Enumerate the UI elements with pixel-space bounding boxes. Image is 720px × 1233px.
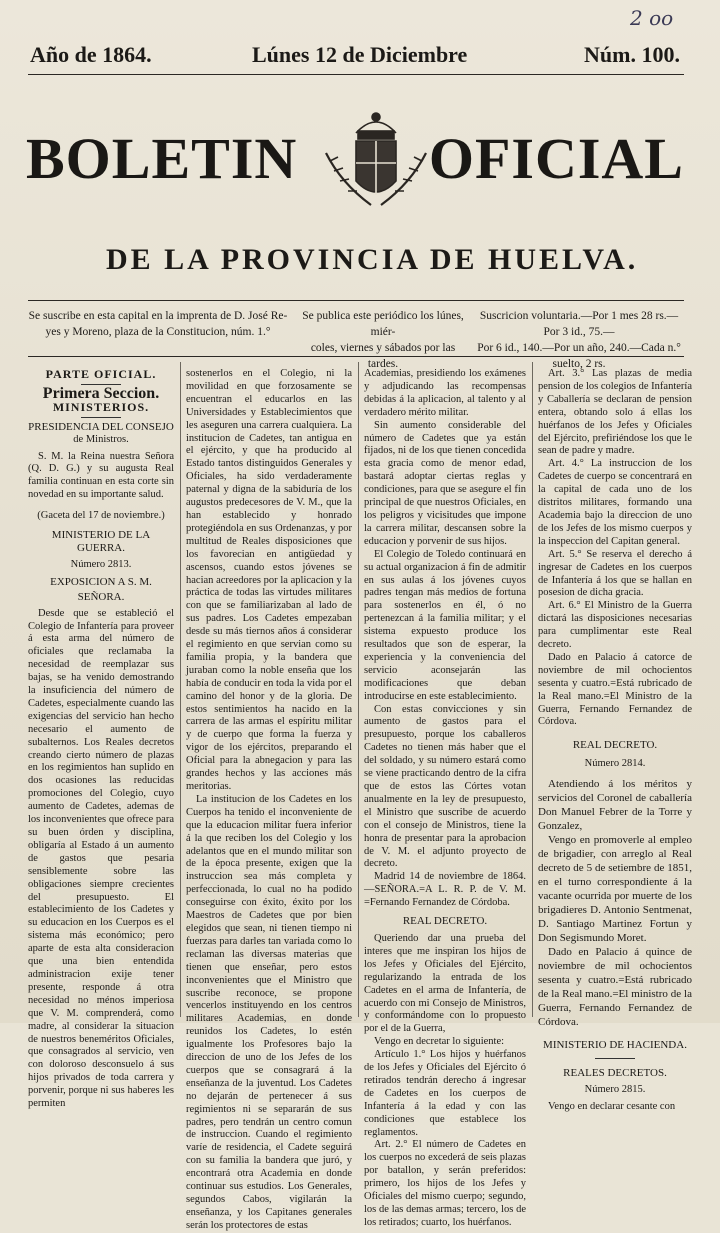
subscription-left: Se suscribe en esta capital en la imprenta de D. José Re- yes y Moreno, plaza de la Constitucion, núm. 1.°: [28, 310, 288, 338]
real-decreto-heading: REAL DECRETO.: [572, 739, 658, 752]
subscription-bottom-rule: [28, 356, 684, 357]
signature-line: Madrid 14 de noviembre de 1864. —SEÑORA.=A L. R. P. de V. M. =Fernando Fernandez de Córdoba.: [364, 871, 526, 909]
dateline: [30, 42, 680, 70]
year-label: Año de 1864.: [30, 42, 152, 67]
ministerios-heading: MINISTERIOS.: [52, 399, 150, 414]
seccion-heading: Primera Seccion.: [42, 384, 160, 402]
reales-decretos-heading: REALES DECRETOS.: [563, 1067, 667, 1080]
guerra-heading: MINISTERIO DE LA GUERRA.: [51, 529, 151, 554]
paragraph: sostenerlos en el Colegio, ni la movilidad en que forzosamente se encuentran el educarlos en las Universidades y Establecimientos que les aseguren una carrera cualquiera. La institucion de Cadetes, tan antigua en el ejército, y que ha producido al Estado tantos distinguidos Generales y Oficiales, ha sido verdaderamente paternal y digna de la sabiduría de los augustos predecesores de V. M., que la han establecido y honrado protegiéndola en sus Ordenanzas, y por multitud de Reales disposiciones que los favorecian en antigüedad y ascensos, cuando estos jóvenes se hacian acreedores por la aplicacion y la práctica de todas las virtudes militares con que se familiarizaban al lado de sus padres. Los Cadetes empezaban desde su más tiernos años á considerar el regimiento en que servian como su familia propia, y la bandera que juraban como la noble enseña que los había de conducir en toda la vida por el camino del honor y de la gloria. De estos sentimientos ha nacido en la carrera de las armas el espíritu militar y de cuerpo que forma la fuerza y vigor de los ejércitos, preparando el Oficial para la abnegacion y para las grandes hechos y las acciones más meritorias.: [186, 368, 352, 792]
subscription-info: [28, 308, 684, 370]
column-divider-1: [180, 362, 181, 1017]
paragraph: Queriendo dar una prueba del interes que me inspiran los hijos de los Jefes y Oficiales del Ejército, regularizando la entrada de los Cadetes en el arma de Infantería, de acuerdo con mi Consejo de Ministros, y conformándome con lo propuesto por el de la Guerra,: [364, 932, 526, 1035]
paragraph: Art. 3.° Las plazas de media pension de los colegios de Infantería y Caballería se declaran de pension entera, obtando solo á ellas los huérfanos de los Jefes y Oficiales del Ejército, prefiriéndose los que le sean de padre y madre.: [538, 368, 692, 457]
presidencia-heading: PRESIDENCIA DEL CONSEJO: [28, 420, 174, 433]
royal-crest-icon: [316, 103, 436, 223]
subscription-right: Suscricion voluntaria.—Por 1 mes 28 rs.—Por 3 id., 75.— Por 6 id., 140.—Por un año, 240.—Cada n.° suelto, 2 rs.: [477, 310, 681, 370]
masthead: [26, 95, 684, 276]
parte-oficial-heading: PARTE OFICIAL.: [45, 367, 157, 381]
column-3: [364, 368, 526, 1228]
divider: [595, 1058, 635, 1059]
paragraph: S. M. la Reina nuestra Señora (Q. D. G.) y su augusta Real familia continuan en esta corte sin novedad en su importante salud.: [28, 450, 174, 501]
paragraph: Con estas convicciones y sin aumento de gastos para el presupuesto, porque los caballeros Cadetes no tienen más haber que el del soldado, y su número estará como se viene practicando dentro de la cifra que de estos las Córtes votan anualmente en la ley de presupuesto, el Ministro que suscribe de acuerdo con el consejo de Ministros, tiene la honra de presentar para la aprobacion de V. M. el adjunto proyecto de decreto.: [364, 703, 526, 870]
paragraph: Dado en Palacio á quince de noviembre de mil ochocientos sesenta y cuatro.=Está rubricado de la Real mano.=El ministro de la Guerra, Fernando Fernandez de Córdova.: [538, 946, 692, 1029]
paragraph: Art. 6.° El Ministro de la Guerra dictará las disposiciones necesarias para cumplimentar este Real decreto.: [538, 600, 692, 651]
presidencia-subheading: de Ministros.: [73, 433, 129, 445]
hacienda-heading: MINISTERIO DE HACIENDA.: [543, 1039, 687, 1052]
masthead-word-boletin: BOLETIN: [26, 126, 298, 191]
paragraph: La institucion de los Cadetes en los Cuerpos ha tenido el inconveniente de que la educacion militar fuera inferior á la que reciben los del Colegio y los adelantos que en el mundo militar son de la época presente, exigen que la instruccion sea más completa y perfeccionada, lo cual no ha podido conseguirse con éxito, éxito por los Maestros de Cadetes que por bien elegidos que sean, ni tienen tiempo ni fuerzas para darles tan variada como lo reclaman las diversas materias que tienen que enseñar, pero estos inconvenientes que el Ministro que suscribe reconoce, se propone vencerlos instituyendo en los centros militares Academias, en donde reunidos los Cadetes, lo estén igualmente los Profesores bajo la direccion de uno de los Jefes de los cuerpos que se consagrará á la enseñanza de la juventud. Los Cadetes no dejarán de pertenecer á sus regimientos ni se separarán de sus padres, pero tendrán un centro comun de instruccion. Cuando el regimiento varíe de residencia, el Cadete seguirá con su familia la bandera que juró, y encontrará otra Academia en donde continuar sus estudios. Los Generales, segundos Cabos, vigilarán la enseñanza, y los Capitanes generales serán los protectores de estas: [186, 793, 352, 1231]
subscription-middle: Se publica este periódico los lúnes, miér- coles, viernes y sábados por las tardes.: [302, 310, 464, 370]
paragraph: Dado en Palacio á catorce de noviembre de mil ochocientos sesenta y cuatro.=Está rubricado de la Real mano.=El Ministro de la Guerra, Fernando Fernandez de Córdova.: [538, 651, 692, 728]
numero-label: Número 2813.: [70, 558, 132, 570]
column-1: [28, 367, 174, 1110]
column-4: [538, 368, 692, 1112]
date-label: Lúnes 12 de Diciembre: [252, 42, 468, 67]
masthead-subtitle: DE LA PROVINCIA DE HUELVA.: [106, 243, 639, 276]
column-divider-2: [358, 362, 359, 1017]
paragraph: Atendiendo á los méritos y servicios del Coronel de caballería Don Manuel Febrer de la Torre y Gonzalez,: [538, 778, 692, 833]
paragraph: Artículo 1.° Los hijos y huérfanos de los Jefes y Oficiales del Ejército ó retirados tendrán derecho á ingresar de Cadetes en los cuerpos de Infantería á la edad y con las condiciones que establece los reglamentos.: [364, 1049, 526, 1138]
paragraph: Vengo en decretar lo siguiente:: [374, 1036, 505, 1048]
paragraph: Art. 5.° Se reserva el derecho á ingresar de Cadetes en los cuerpos de Infantería á los que se hallan en posesion de dicha gracia.: [538, 548, 692, 599]
paragraph: Vengo en promoverle al empleo de brigadier, con arreglo al Real decreto de 5 de setiembre de 1851, en el turno correspondiente á la vacante ocurrida por muerte de los brigadieres D. Antonio Sentmenat, D. Santiago Martinez Fortun y Don Segismundo Moret.: [538, 834, 692, 945]
paragraph: Art. 2.° El número de Cadetes en los cuerpos no excederá de seis plazas por batallon, y serán preferidos: primero, los hijos de los Jefes y Oficiales del mismo cuerpo; segundo, los de las demas armas; tercero, los de los retirados; cuarto, los huérfanos.: [364, 1139, 526, 1228]
column-2: [186, 368, 352, 1231]
masthead-word-oficial: OFICIAL: [428, 126, 684, 191]
exposicion-heading: EXPOSICION A S. M.: [50, 575, 152, 588]
paragraph: Vengo en declarar cesante con: [548, 1100, 676, 1112]
numero-label: Número 2815.: [584, 1084, 646, 1095]
gaceta-note: (Gaceta del 17 de noviembre.): [37, 510, 165, 522]
subscription-top-rule: [28, 300, 684, 301]
issue-number: Núm. 100.: [584, 42, 680, 67]
paragraph: Sin aumento considerable del número de Cadetes que ya están fijados, ni de los que tienen concedida esta gracia como de menor edad, bastará adoptar ciertas reglas y condiciones, para que se asegure el fin principal de que nuestros Oficiales, en los peligros y vicisitudes que impone la carrera militar, descansen sobre la educacion y porvenir de sus hijos.: [364, 419, 526, 547]
real-decreto-heading: REAL DECRETO.: [402, 915, 488, 928]
paragraph: Academias, presidiendo los exámenes y adjudicando las recompensas debidas á la aplicacion, al talento y al verdadero mérito militar.: [364, 368, 526, 418]
column-divider-3: [532, 362, 533, 1017]
paragraph: El Colegio de Toledo continuará en su actual organizacion á fin de admitir en sus aulas á los jóvenes cuyos padres tengan más medios de fortuna para sostenerlos en él, ó no pertenezcan á la familia militar; y el sistema expuesto produce los resultados que son de esperar, la experiencia y la conveniencia del servicio aconsejarán las modificaciones que deban introducirse en este establecimiento.: [364, 548, 526, 702]
divider: [81, 417, 121, 418]
handwritten-annotation: 2 oo: [630, 6, 674, 30]
numero-label: Número 2814.: [584, 758, 646, 770]
top-rule: [28, 74, 684, 75]
paragraph: Art. 4.° La instruccion de los Cadetes de cuerpo se concentrará en la capital de cada uno de los distritos militares, formando una Academia bajo la direccion de uno de los Jefes de los mismo cuerpos y la inspeccion del Capitan general.: [538, 458, 692, 547]
senora-heading: SEÑORA.: [77, 590, 125, 603]
paragraph: Desde que se estableció el Colegio de Infantería para proveer á esta arma del número de oficiales que reclamaba la necesidad de reemplazar sus bajas, se ha venido demostrando la insuficiencia del número de Cadetes, especialmente cuando las exigencias del servicio han hecho necesario el aumento de subalternos. Los Reales decretos creando cierto número de plazas en los regimientos han suplido en dos ocasiones las reducidas promociones del Colegio, cuyo aumento de Cadetes, ademas de los inconvenientes que ofrece para su buen órden y disciplina, obligaría al Estado á un aumento de gastos que pesaria sensiblemente sobre las obligaciones siempre crecientes del presupuesto. El establecimiento de los Cadetes y su educacion en los Cuerpos es el sistema más económico; pero aparte de esta alta consideracion que una bien entendida administracion exije tener presente, responde á otra necesidad no ménos imperiosa que V. M. comprenderá, como madre, al considerar la situacion de nuestros beneméritos Oficiales, que consagrados al servicio, ven con doloroso desconsuelo á sus hijos privados de toda carrera y porvenir, porque ni sus haberes les permiten: [28, 607, 174, 1110]
